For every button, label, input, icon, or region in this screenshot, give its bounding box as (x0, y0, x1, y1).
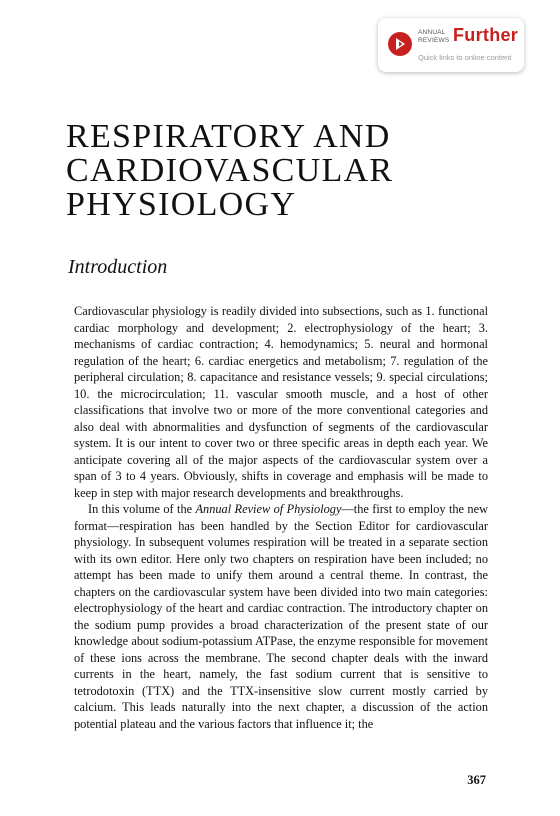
paragraph (74, 501, 488, 732)
text-run: —the first to employ the new format—respiration has been handled by the Section Editor for cardiovascular physiology. In subsequent volumes respiration will be treated in a separate section with its own editor. Here only two chapters on respiration have been included; no attempt has been made to unify them around a central theme. In contrast, the chapters on the cardiovascular system have been divided into two main categories: electrophysiology of the heart and cardiac contraction. The introductory chapter on the sodium pump provides a broad characterization of the present state of our knowledge about sodium-potassium ATPase, the enzyme responsible for movement of these ions across the membrane. The second chapter deals with the inward currents in the heart, namely, the fast sodium current that is sensitive to tetrodotoxin (TTX) and the TTX-insensitive slow current mostly carried by calcium. This leads naturally into the next chapter, a discussion of the action potential plateau and the various factors that influence it; the (74, 502, 488, 731)
journal-title: Annual Review of Physiology (195, 502, 342, 516)
section-title-line: RESPIRATORY AND (66, 118, 391, 155)
badge-brand (418, 29, 452, 44)
paragraph (74, 303, 488, 501)
further-badge[interactable] (378, 18, 524, 72)
section-title-line: PHYSIOLOGY (66, 186, 297, 223)
section-title (66, 120, 486, 222)
section-title-line: CARDIOVASCULAR (66, 152, 394, 189)
text-run: In this volume of the (88, 502, 196, 516)
text-run: Cardiovascular physiology is readily divided into subsections, such as 1. functional cardiac morphology and development; 2. electrophysiology of the heart; 3. mechanisms of cardiac contraction; 4. hemodynamics; 5. neural and hormonal regulation of the heart; 6. cardiac energetics and metabolism; 7. regulation of the peripheral circulation; 8. capacitance and resistance vessels; 9. special circulations; 10. the microcirculation; 11. vascular smooth muscle, and a host of other classifications that involve two or more of the more conventional categories and also deal with abnormalities and dysfunction of segments of the cardiovascular system. It is our intent to cover two or three specific areas in depth each year. We anticipate covering all of the major aspects of the cardiovascular system over a span of 3 to 4 years. Obviously, shifts in coverage and emphasis will be made to keep in step with major research developments and breakthroughs. (74, 304, 488, 500)
page-number: 367 (467, 773, 486, 787)
badge-brand-line2: REVIEWS (418, 36, 450, 44)
introduction-heading: Introduction (68, 256, 168, 278)
badge-brand-line1: ANNUAL (418, 29, 446, 36)
body-text (74, 303, 488, 732)
annual-reviews-logo-icon (388, 32, 412, 56)
badge-further-label: Further (453, 25, 519, 45)
badge-tagline: Quick links to online content (418, 53, 512, 62)
